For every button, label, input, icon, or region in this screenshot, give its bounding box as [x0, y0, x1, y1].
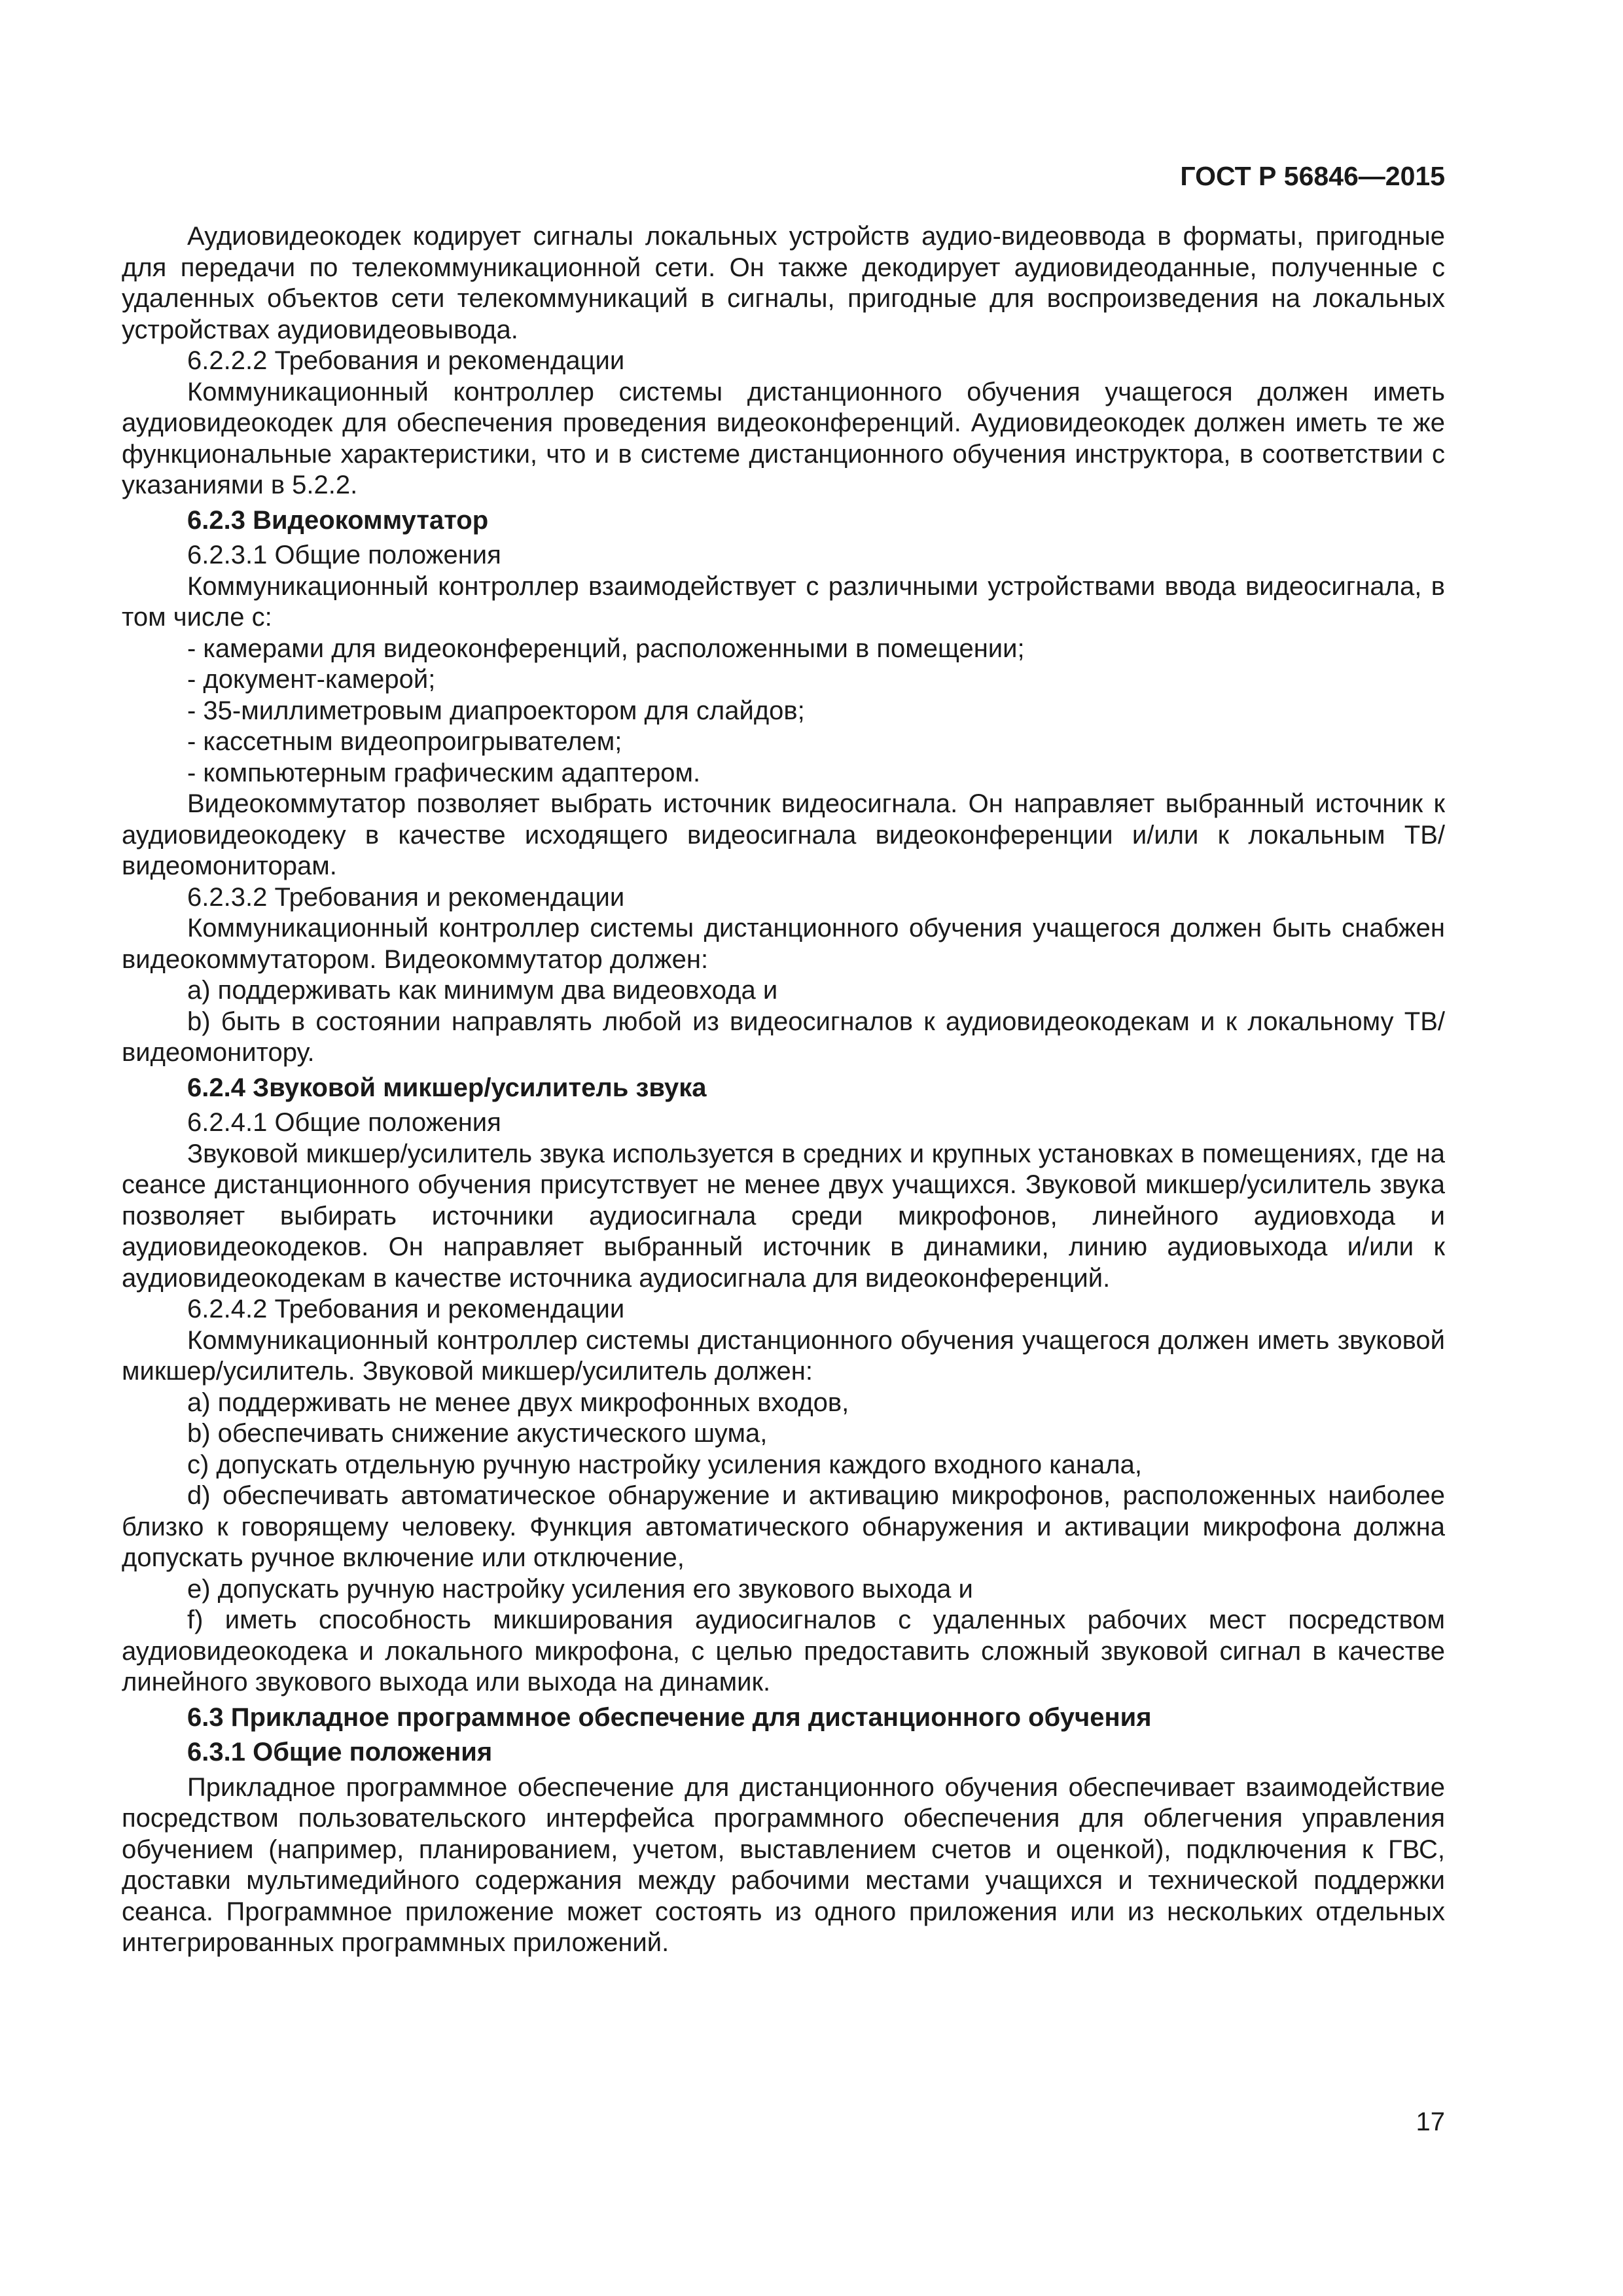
document-body: [122, 221, 1445, 1959]
paragraph-video-switcher: Видеокоммутатор позволяет выбрать источник видеосигнала. Он направляет выбранный источник к аудиовидеокодеку в качестве исходящего видеосигнала видеоконференции и/или к локальным ТВ/видеомониторам.: [122, 789, 1445, 880]
page-number: 17: [1416, 2108, 1445, 2136]
section-6-3-1-heading: 6.3.1 Общие положения: [187, 1738, 493, 1767]
paragraph-codec-requirements: Коммуникационный контроллер системы дистанционного обучения учащегося должен иметь аудиовидеокодек для обеспечения проведения видеоконференций. Аудиовидеокодек должен иметь те же функциональные характеристики, что и в системе дистанционного обучения инструктора, в соответствии с указаниями в 5.2.2.: [122, 377, 1445, 499]
paragraph-switcher-requirements: Коммуникационный контроллер системы дистанционного обучения учащегося должен быть снабжен видеокоммутатором. Видеокоммутатор должен:: [122, 914, 1445, 974]
section-6-2-4-heading: 6.2.4 Звуковой микшер/усилитель звука: [187, 1073, 707, 1102]
list-item: - компьютерным графическим адаптером.: [187, 758, 701, 787]
section-6-2-3-heading: 6.2.3 Видеокоммутатор: [187, 505, 489, 535]
list-item: - документ-камерой;: [187, 665, 436, 694]
list-item: f) иметь способность микширования аудиосигналов с удаленных рабочих мест посредством аудиовидеокодека и локального микрофона, с целью предоставить сложный звуковой сигнал в качестве линейного звукового выхода или выхода на динамик.: [122, 1605, 1445, 1696]
list-item: с) допускать отдельную ручную настройку усиления каждого входного канала,: [187, 1450, 1142, 1479]
list-item: - 35-миллиметровым диапроектором для слайдов;: [187, 696, 805, 725]
paragraph-audio-mixer: Звуковой микшер/усилитель звука используется в средних и крупных установках в помещениях, где на сеансе дистанционного обучения присутствует не менее двух учащихся. Звуковой микшер/усилитель звука позволяет выбирать источники аудиосигнала среди микрофонов, линейного аудиовхода и аудиовидеокодеков. Он направляет выбранный источник в динамики, линию аудиовыхода и/или к аудиовидеокодекам в качестве источника аудиосигнала для видеоконференций.: [122, 1139, 1445, 1293]
clause-6-2-4-2-heading: 6.2.4.2 Требования и рекомендации: [187, 1295, 625, 1323]
list-item: а) поддерживать не менее двух микрофонных входов,: [187, 1388, 849, 1417]
list-item: b) обеспечивать снижение акустического шума,: [187, 1419, 768, 1448]
paragraph-codec-description: Аудиовидеокодек кодирует сигналы локальных устройств аудио-видеоввода в форматы, пригодные для передачи по телекоммуникационной сети. Он также декодирует аудиовидеоданные, полученные с удаленных объектов сети телекоммуникаций в сигналы, пригодные для воспроизведения на локальных устройствах аудиовидеовывода.: [122, 222, 1445, 344]
list-item: d) обеспечивать автоматическое обнаружение и активацию микрофонов, расположенных наиболее близко к говорящему человеку. Функция автоматического обнаружения и активации микрофона должна допускать ручное включение или отключение,: [122, 1481, 1445, 1572]
clause-6-2-4-1-heading: 6.2.4.1 Общие положения: [187, 1108, 501, 1137]
list-item: b) быть в состоянии направлять любой из видеосигналов к аудиовидеокодекам и к локальному ТВ/видеомонитору.: [122, 1007, 1445, 1067]
paragraph-video-inputs-intro: Коммуникационный контроллер взаимодействует с различными устройствами ввода видеосигнала, в том числе с:: [122, 571, 1445, 632]
paragraph-application-software: Прикладное программное обеспечение для дистанционного обучения обеспечивает взаимодействие посредством пользовательского интерфейса программного обеспечения для облегчения управления обучением (например, планированием, учетом, выставлением счетов и оценкой), подключения к ГВС, доставки мультимедийного содержания между рабочими местами учащихся и технической поддержки сеанса. Программное приложение может состоять из одного приложения или из нескольких отдельных интегрированных программных приложений.: [122, 1772, 1445, 1957]
list-item: а) поддерживать как минимум два видеовхода и: [187, 976, 778, 1005]
clause-6-2-3-2-heading: 6.2.3.2 Требования и рекомендации: [187, 882, 625, 912]
document-id-header: ГОСТ Р 56846—2015: [1180, 161, 1445, 191]
section-6-3-heading: 6.3 Прикладное программное обеспечение для дистанционного обучения: [187, 1702, 1152, 1732]
clause-6-2-3-1-heading: 6.2.3.1 Общие положения: [187, 541, 501, 569]
clause-6-2-2-2-heading: 6.2.2.2 Требования и рекомендации: [187, 346, 625, 375]
list-item: - кассетным видеопроигрывателем;: [187, 727, 622, 756]
list-item: е) допускать ручную настройку усиления его звукового выхода и: [187, 1574, 973, 1604]
list-item: - камерами для видеоконференций, расположенными в помещении;: [187, 634, 1025, 663]
paragraph-mixer-requirements: Коммуникационный контроллер системы дистанционного обучения учащегося должен иметь звуковой микшер/усилитель. Звуковой микшер/усилитель должен:: [122, 1325, 1445, 1386]
